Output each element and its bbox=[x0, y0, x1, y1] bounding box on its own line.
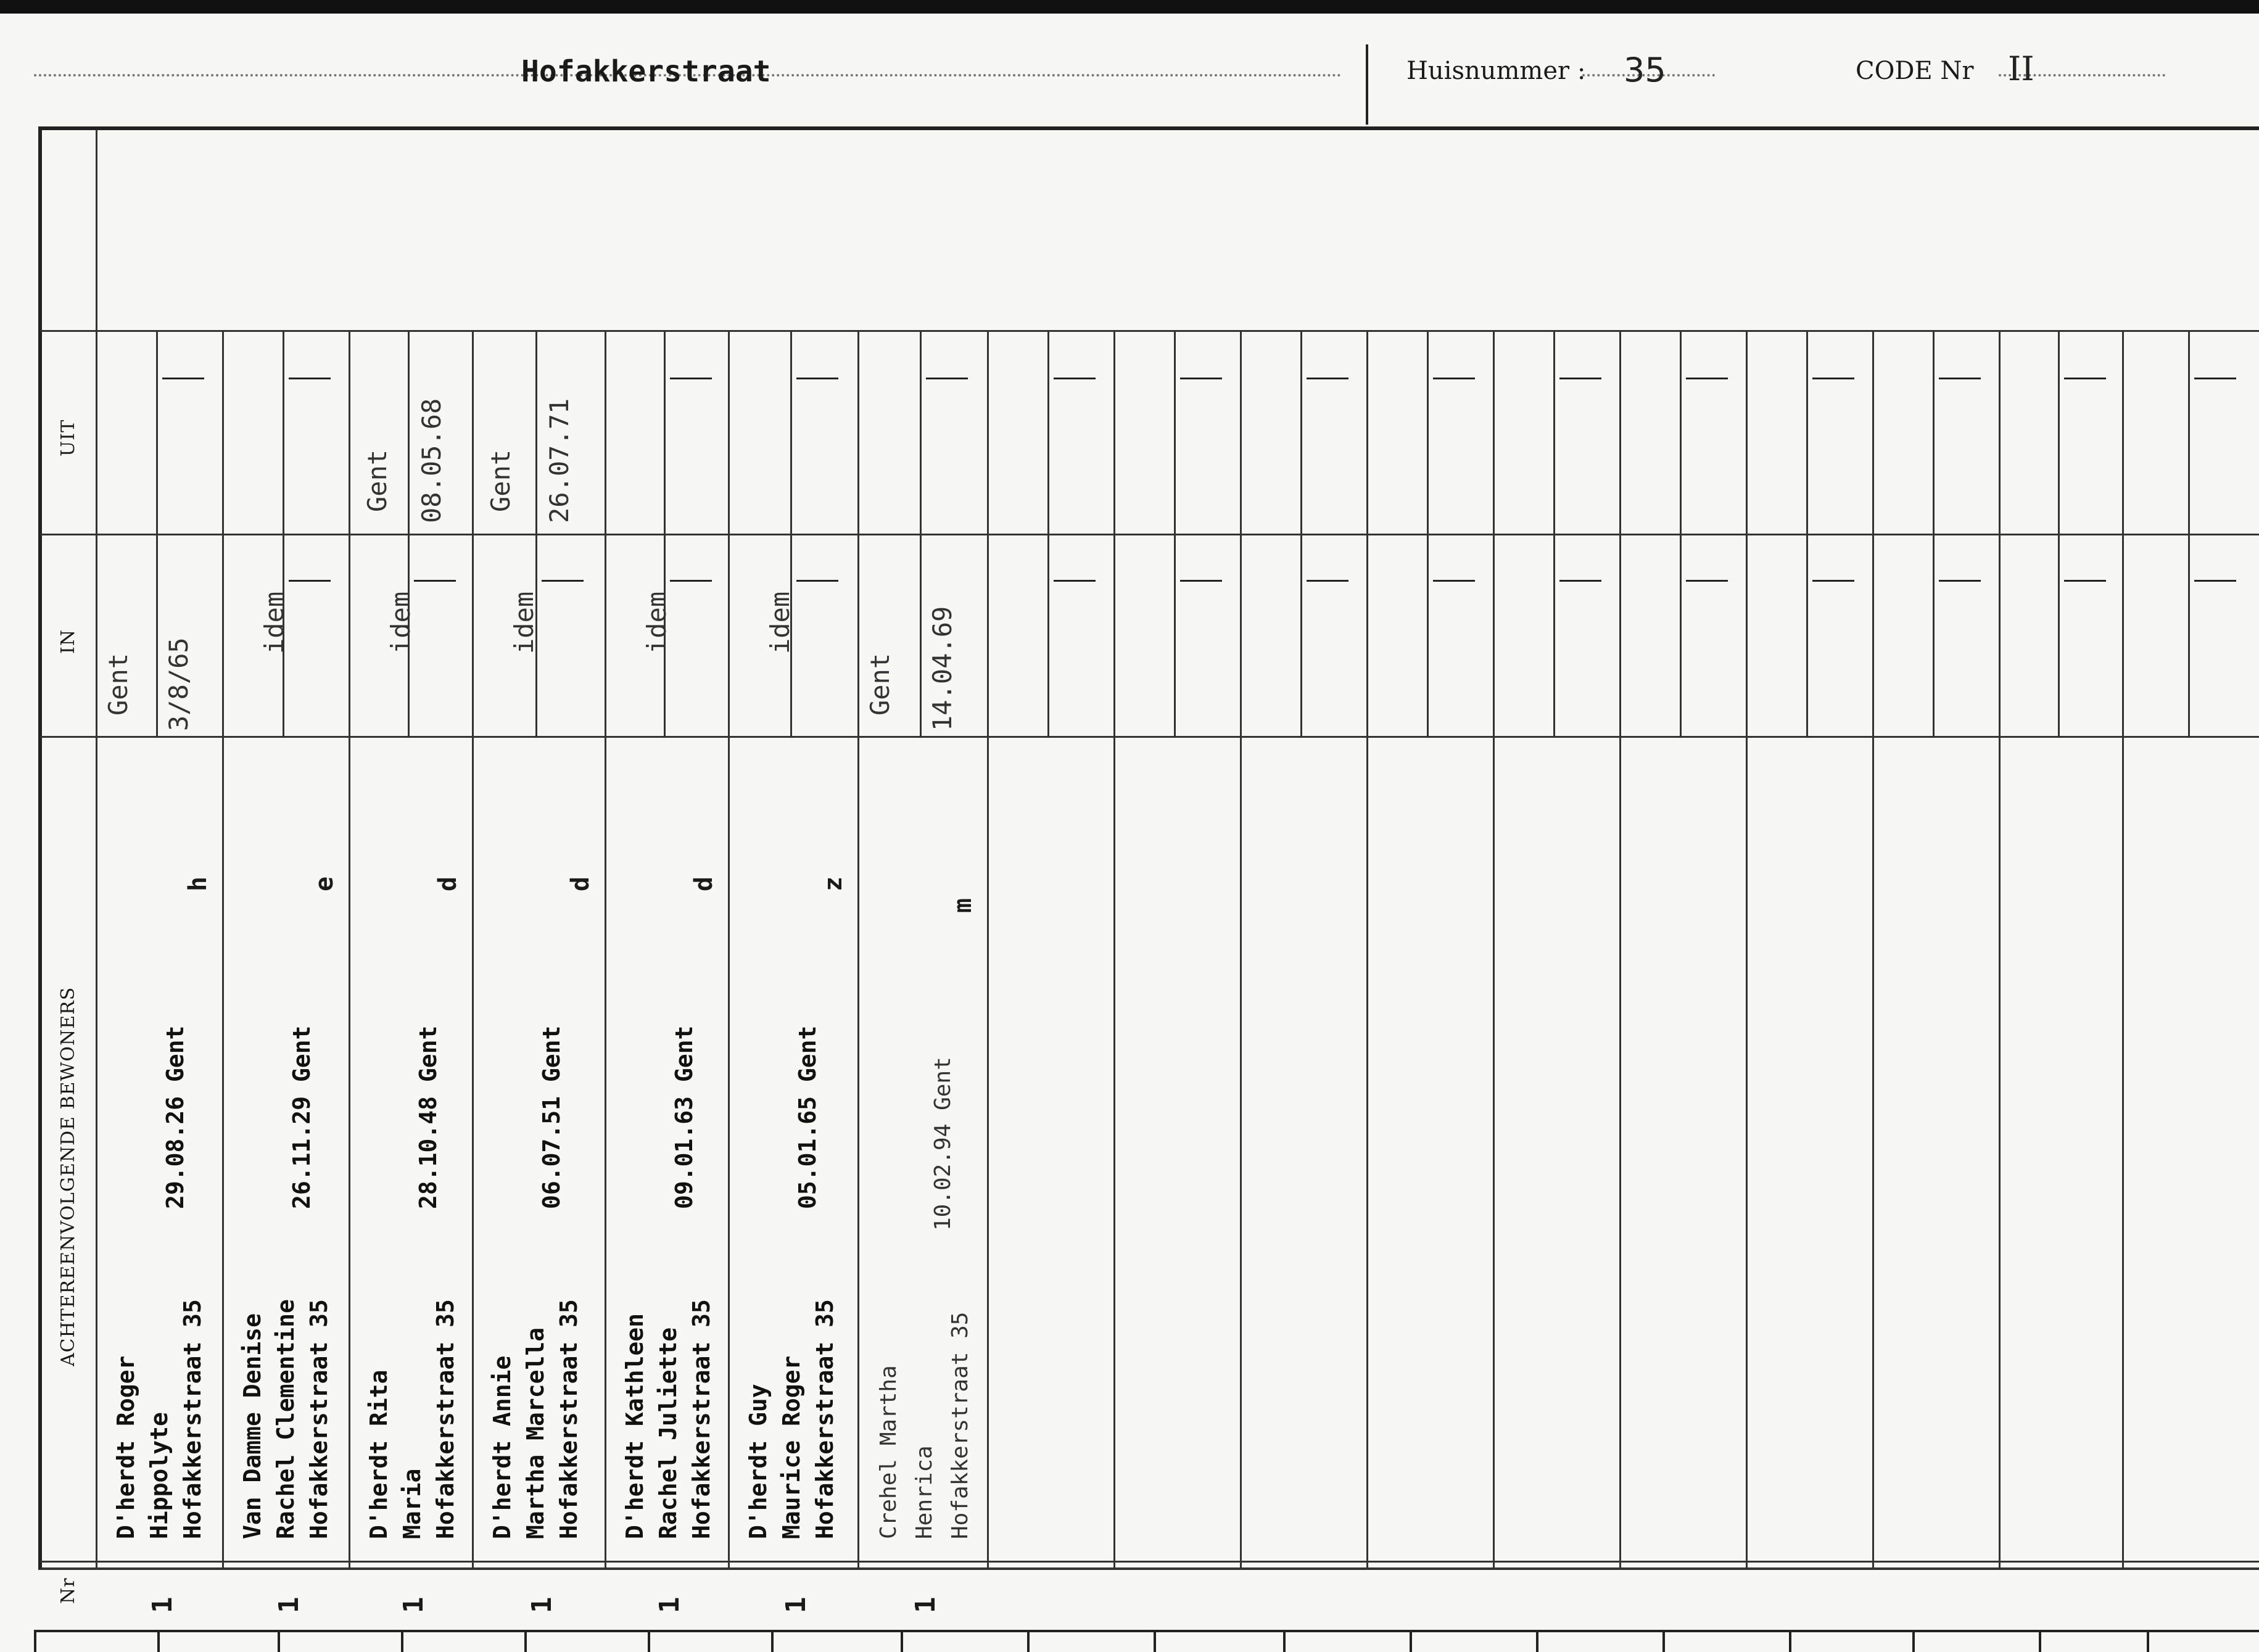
bottom-tick bbox=[157, 1630, 160, 1652]
resident-address: Hofakkerstraat 35 bbox=[179, 1299, 206, 1539]
in-sub-divider bbox=[1174, 535, 1176, 736]
resident-address: Hofakkerstraat 35 bbox=[305, 1299, 332, 1539]
in-sub-divider bbox=[2188, 535, 2190, 736]
resident-name-line: Rachel Clementine bbox=[272, 1299, 299, 1539]
in-empty-dash bbox=[2064, 580, 2106, 582]
column-divider bbox=[1240, 330, 1242, 1570]
in-sub-divider bbox=[1427, 535, 1429, 736]
resident-nr: 1 bbox=[526, 1596, 558, 1613]
uit-place: Gent bbox=[485, 449, 516, 512]
uit-empty-dash bbox=[1433, 378, 1475, 379]
resident-nr: 1 bbox=[398, 1596, 429, 1613]
in-empty-dash bbox=[796, 580, 838, 582]
column-divider bbox=[2122, 330, 2124, 1570]
resident-nr: 1 bbox=[273, 1596, 305, 1613]
in-sub-divider bbox=[920, 535, 922, 736]
in-sub-divider bbox=[1047, 535, 1049, 736]
in-date: 3/8/65 bbox=[163, 637, 194, 731]
uit-empty-dash bbox=[670, 378, 712, 379]
in-place: idem bbox=[765, 591, 795, 654]
in-empty-dash bbox=[670, 580, 712, 582]
resident-nr: 1 bbox=[654, 1596, 685, 1613]
uit-sub-divider bbox=[1553, 332, 1555, 534]
in-empty-dash bbox=[1559, 580, 1601, 582]
column-divider bbox=[222, 330, 224, 1570]
top-black-border bbox=[0, 0, 2259, 14]
bottom-tick bbox=[34, 1630, 36, 1652]
resident-entry bbox=[871, 1312, 978, 1539]
resident-name-line: D'herdt Roger bbox=[112, 1355, 139, 1539]
bottom-tick bbox=[1027, 1630, 1030, 1652]
uit-sub-divider bbox=[790, 332, 792, 534]
resident-nr: 1 bbox=[147, 1596, 178, 1613]
bottom-tick bbox=[901, 1630, 903, 1652]
in-sub-divider bbox=[1300, 535, 1302, 736]
residents-label: ACHTEREENVOLGENDE BEWONERS bbox=[57, 986, 79, 1366]
in-empty-dash bbox=[1686, 580, 1728, 582]
in-band-bottom-line bbox=[40, 736, 2259, 738]
resident-name-line: D'herdt Rita bbox=[365, 1369, 392, 1539]
uit-empty-dash bbox=[2194, 378, 2236, 379]
column-divider bbox=[1619, 330, 1621, 1570]
in-place: Gent bbox=[103, 653, 133, 716]
residents-band-bottom-line bbox=[40, 1561, 2259, 1563]
uit-empty-dash bbox=[1686, 378, 1728, 379]
house-number-label: Huisnummer : bbox=[1406, 57, 1586, 85]
resident-name-line: Hippolyte bbox=[146, 1412, 173, 1539]
resident-birth: 28.10.48 Gent bbox=[415, 1025, 442, 1209]
in-date: 14.04.69 bbox=[927, 606, 957, 731]
uit-date: 26.07.71 bbox=[544, 398, 574, 523]
uit-sub-divider bbox=[1047, 332, 1049, 534]
resident-entry bbox=[362, 1299, 462, 1539]
bottom-tick bbox=[1662, 1630, 1665, 1652]
bottom-tick bbox=[771, 1630, 774, 1652]
column-divider bbox=[728, 330, 730, 1570]
in-place: idem bbox=[642, 591, 672, 654]
uit-sub-divider bbox=[1427, 332, 1429, 534]
resident-address: Hofakkerstraat 35 bbox=[811, 1299, 838, 1539]
column-divider bbox=[472, 330, 474, 1570]
column-divider bbox=[1366, 330, 1368, 1570]
uit-sub-divider bbox=[920, 332, 922, 534]
bottom-border bbox=[34, 1630, 2259, 1632]
resident-sex-mark: e bbox=[310, 876, 339, 891]
bottom-tick bbox=[524, 1630, 527, 1652]
resident-entry bbox=[109, 1299, 209, 1539]
resident-name-line: D'herdt Annie bbox=[489, 1355, 516, 1539]
bottom-tick bbox=[2039, 1630, 2041, 1652]
uit-sub-divider bbox=[156, 332, 158, 534]
uit-empty-dash bbox=[796, 378, 838, 379]
resident-birth: 09.01.63 Gent bbox=[671, 1025, 698, 1209]
resident-birth: 06.07.51 Gent bbox=[538, 1025, 565, 1209]
resident-birth: 26.11.29 Gent bbox=[288, 1025, 315, 1209]
in-place: idem bbox=[509, 591, 539, 654]
in-sub-divider bbox=[1933, 535, 1935, 736]
column-divider bbox=[1872, 330, 1874, 1570]
uit-sub-divider bbox=[2058, 332, 2060, 534]
column-divider bbox=[1999, 330, 2001, 1570]
in-empty-dash bbox=[1180, 580, 1222, 582]
in-empty-dash bbox=[1433, 580, 1475, 582]
uit-empty-dash bbox=[1939, 378, 1981, 379]
resident-nr: 1 bbox=[780, 1596, 812, 1613]
uit-sub-divider bbox=[1174, 332, 1176, 534]
uit-sub-divider bbox=[1806, 332, 1808, 534]
bottom-tick bbox=[1283, 1630, 1286, 1652]
resident-sex-mark: h bbox=[184, 876, 212, 891]
resident-address: Hofakkerstraat 35 bbox=[688, 1299, 715, 1539]
resident-name-line: Crehel Martha bbox=[876, 1365, 901, 1539]
resident-name-line: D'herdt Kathleen bbox=[621, 1313, 648, 1539]
in-sub-divider bbox=[1680, 535, 1682, 736]
uit-sub-divider bbox=[283, 332, 284, 534]
resident-name-line: Maurice Roger bbox=[778, 1355, 805, 1539]
resident-birth: 29.08.26 Gent bbox=[162, 1025, 189, 1209]
resident-sex-mark: d bbox=[434, 876, 462, 891]
bottom-tick bbox=[401, 1630, 403, 1652]
uit-sub-divider bbox=[1933, 332, 1935, 534]
in-place: idem bbox=[386, 591, 416, 654]
column-divider bbox=[605, 330, 606, 1570]
code-label: CODE Nr bbox=[1856, 57, 1974, 85]
bottom-tick bbox=[278, 1630, 280, 1652]
resident-nr: 1 bbox=[910, 1596, 941, 1613]
resident-birth: 10.02.94 Gent bbox=[930, 1057, 956, 1231]
uit-sub-divider bbox=[2188, 332, 2190, 534]
house-number-value: 35 bbox=[1624, 51, 1666, 89]
bottom-tick bbox=[1154, 1630, 1156, 1652]
resident-address: Hofakkerstraat 35 bbox=[432, 1299, 459, 1539]
uit-band-bottom-line bbox=[40, 534, 2259, 535]
resident-entry bbox=[618, 1299, 718, 1539]
in-sub-divider bbox=[1553, 535, 1555, 736]
in-empty-dash bbox=[289, 580, 331, 582]
in-empty-dash bbox=[2194, 580, 2236, 582]
resident-name-line: Maria bbox=[399, 1468, 426, 1539]
in-empty-dash bbox=[414, 580, 456, 582]
column-divider bbox=[1113, 330, 1115, 1570]
in-place: idem bbox=[259, 591, 289, 654]
resident-name-line: Rachel Juliette bbox=[655, 1327, 682, 1539]
bottom-tick bbox=[1789, 1630, 1791, 1652]
uit-label: UIT bbox=[57, 419, 79, 456]
uit-empty-dash bbox=[2064, 378, 2106, 379]
resident-sex-mark: d bbox=[690, 876, 718, 891]
resident-entry bbox=[236, 1299, 336, 1539]
resident-entry bbox=[485, 1299, 585, 1539]
resident-name-line: D'herdt Guy bbox=[745, 1384, 772, 1539]
uit-empty-dash bbox=[1559, 378, 1601, 379]
uit-empty-dash bbox=[1307, 378, 1348, 379]
street-name: Hofakkerstraat bbox=[521, 54, 771, 89]
bottom-tick bbox=[1536, 1630, 1538, 1652]
resident-birth: 05.01.65 Gent bbox=[794, 1025, 821, 1209]
in-label: IN bbox=[57, 629, 79, 654]
uit-empty-dash bbox=[926, 378, 968, 379]
resident-sex-mark: d bbox=[566, 876, 595, 891]
bottom-tick bbox=[2147, 1630, 2149, 1652]
blank-band-bottom-line bbox=[40, 330, 2259, 332]
resident-sex-mark: m bbox=[949, 898, 977, 913]
column-divider bbox=[349, 330, 350, 1570]
column-divider bbox=[1493, 330, 1495, 1570]
code-value: II bbox=[2008, 49, 2034, 88]
resident-address: Hofakkerstraat 35 bbox=[555, 1299, 582, 1539]
bottom-tick bbox=[1410, 1630, 1412, 1652]
uit-sub-divider bbox=[1300, 332, 1302, 534]
resident-name-line: Van Damme Denise bbox=[239, 1313, 266, 1539]
in-sub-divider bbox=[156, 535, 158, 736]
in-empty-dash bbox=[542, 580, 584, 582]
uit-sub-divider bbox=[535, 332, 537, 534]
resident-name-line: Henrica bbox=[912, 1445, 937, 1539]
label-column-divider bbox=[96, 130, 97, 1570]
uit-sub-divider bbox=[664, 332, 666, 534]
resident-entry bbox=[741, 1299, 841, 1539]
in-empty-dash bbox=[1812, 580, 1854, 582]
column-divider bbox=[987, 330, 989, 1570]
uit-empty-dash bbox=[1812, 378, 1854, 379]
resident-address: Hofakkerstraat 35 bbox=[948, 1311, 973, 1539]
header-divider bbox=[1366, 44, 1368, 125]
column-divider bbox=[1746, 330, 1748, 1570]
in-sub-divider bbox=[1806, 535, 1808, 736]
uit-sub-divider bbox=[1680, 332, 1682, 534]
bottom-tick bbox=[648, 1630, 650, 1652]
resident-name-line: Martha Marcella bbox=[522, 1327, 549, 1539]
in-sub-divider bbox=[2058, 535, 2060, 736]
in-empty-dash bbox=[1307, 580, 1348, 582]
uit-sub-divider bbox=[408, 332, 410, 534]
uit-date: 08.05.68 bbox=[416, 398, 447, 523]
uit-empty-dash bbox=[1180, 378, 1222, 379]
in-empty-dash bbox=[1054, 580, 1096, 582]
nr-label: Nr bbox=[57, 1577, 79, 1604]
uit-place: Gent bbox=[362, 449, 392, 512]
in-place: Gent bbox=[865, 653, 895, 716]
uit-empty-dash bbox=[289, 378, 331, 379]
resident-sex-mark: z bbox=[819, 876, 848, 891]
in-empty-dash bbox=[1939, 580, 1981, 582]
column-divider bbox=[857, 330, 859, 1570]
uit-empty-dash bbox=[1054, 378, 1096, 379]
bottom-tick bbox=[1912, 1630, 1915, 1652]
uit-empty-dash bbox=[162, 378, 204, 379]
